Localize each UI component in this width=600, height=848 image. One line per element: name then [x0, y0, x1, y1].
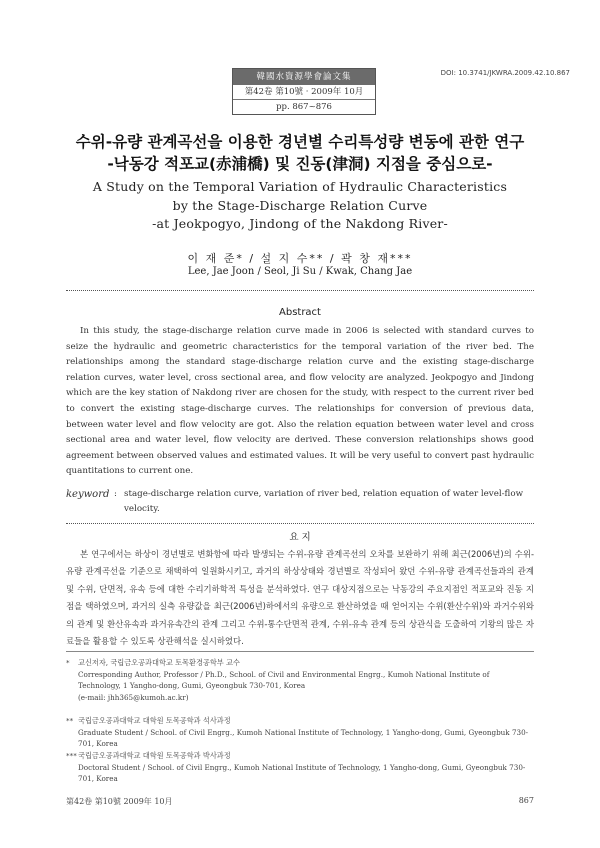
- footnote-korean: 국립금오공과대학교 대학원 토목공학과 석사과정: [78, 716, 231, 725]
- footnote-english: Graduate Student / School. of Civil Engrg., Kumoh National Institute of Technology, 1 Yangho-dong, Gumi, Gyeongbuk 730-701, Korea: [78, 727, 529, 748]
- footer-journal-issue: 第42卷 第10號 2009年 10月: [66, 797, 173, 806]
- footnote-rule: [66, 651, 534, 652]
- journal-name: 韓國水資源學會論文集: [233, 69, 375, 85]
- abstract-text: In this study, the stage-discharge relation curve made in 2006 is selected with standard curves to seize the hydraulic and geometric characteristics for the temporal variation of the river bed. The relationships among the standard stage-discharge relation curve and the existing stage-discharge relation curves, water level, cross sectional area, and flow velocity are analyzed. Jeokpogyo and Jindong which are the key station of Nakdong river are chosen for the study, with respect to the current river bed to convert the existing stage-discharge curves. The relationships for conversion of previous data, between water level and flow velocity are got. Also the relation equation between water level and cross sectional area and water level, flow velocity are derived. These conversion relationships shows good agreement between observed values and estimated values. It will be very useful to convert past hydraulic quantitations to current one.: [66, 326, 534, 477]
- journal-pages: pp. 867~876: [276, 102, 332, 112]
- korean-abstract-text: 본 연구에서는 하상이 경년별로 변화함에 따라 발생되는 수위-유량 관계곡선의 오차를 보완하기 위해 최근(2006년)의 수위-유량 관계곡선을 기준으로 채택하여 일원화시키고, 과거의 하상상태와 경년별로 작성되어 왔던 수위-유량 관계곡선들과의 관계 및 수위, 단면적, 유속 등에 대한 수리기하학적 특성을 분석하였다. 연구 대상지점으로는 낙동강의 주요지점인 적포교와 진동 지점을 택하였으며, 과거의 실측 유량값을 최근(2006년)하에서의 유량으로 환산하였을 때 얻어지는 수위(환산수위)와 과거수위와의 관계 및 환산유속과 과거유속간의 관계 그리고 수위-통수단면적 관계, 수위-유속 관계 등의 상관식을 도출하여 기왕의 많은 자료들을 활용할 수 있도록 상관해석을 실시하였다.: [66, 549, 534, 647]
- footnote-korean: 국립금오공과대학교 대학원 토목공학과 박사과정: [78, 751, 231, 760]
- english-title-line1: A Study on the Temporal Variation of Hydraulic Characteristics: [92, 179, 508, 194]
- keywords-label: keyword: [66, 489, 110, 500]
- footnote-marker: ***: [66, 751, 77, 760]
- page-number: 867: [518, 796, 534, 805]
- divider: [66, 523, 534, 524]
- korean-title-line1: 수위-유량 관계곡선을 이용한 경년별 수리특성량 변동에 관한 연구: [75, 133, 525, 151]
- keywords-text: stage-discharge relation curve, variation of river bed, relation equation of water level-flow velocity.: [124, 489, 524, 514]
- korean-title-line2: -낙동강 적포교(赤浦橋) 및 진동(津洞) 지점을 중심으로-: [107, 155, 493, 173]
- footnote-marker: *: [66, 658, 70, 667]
- english-title-line2: by the Stage-Discharge Relation Curve: [172, 198, 428, 213]
- footnote-english: Corresponding Author, Professor / Ph.D., School. of Civil and Environmental Engrg., Kumoh National Institute of Technology, 1 Yangho-dong, Gumi, Gyeongbuk 730-701, Korea: [78, 669, 490, 690]
- doi: DOI: 10.3741/JKWRA.2009.42.10.867: [440, 69, 570, 77]
- authors-english: Lee, Jae Joon / Seol, Ji Su / Kwak, Chang Jae: [187, 266, 413, 277]
- footnote-korean: 교신저자, 국립금오공과대학교 토목환경공학부 교수: [78, 658, 240, 667]
- footnote-email: (e-mail: jhh365@kumoh.ac.kr): [78, 692, 189, 702]
- korean-abstract-heading: 요 지: [289, 532, 311, 543]
- footnote-3: [66, 750, 534, 785]
- journal-info-box: [232, 68, 376, 115]
- footnote-marker: **: [66, 716, 74, 725]
- footnote-english: Doctoral Student / School. of Civil Engrg., Kumoh National Institute of Technology, 1 Yangho-dong, Gumi, Gyeongbuk 730-701, Korea: [78, 762, 526, 783]
- abstract-heading: Abstract: [279, 307, 321, 318]
- authors-korean: 이 재 준* / 설 지 수** / 곽 창 재***: [187, 252, 413, 265]
- english-title-line3: -at Jeokpogyo, Jindong of the Nakdong River-: [152, 216, 448, 231]
- keywords-separator: :: [114, 489, 117, 499]
- journal-volume-issue: 第42卷 第10號 · 2009年 10月: [233, 85, 375, 100]
- korean-abstract-body: [66, 546, 534, 650]
- divider: [66, 290, 534, 291]
- footnote-1: [66, 657, 534, 703]
- keywords: [66, 487, 534, 517]
- abstract-body: [66, 324, 534, 480]
- footnote-2: [66, 715, 534, 750]
